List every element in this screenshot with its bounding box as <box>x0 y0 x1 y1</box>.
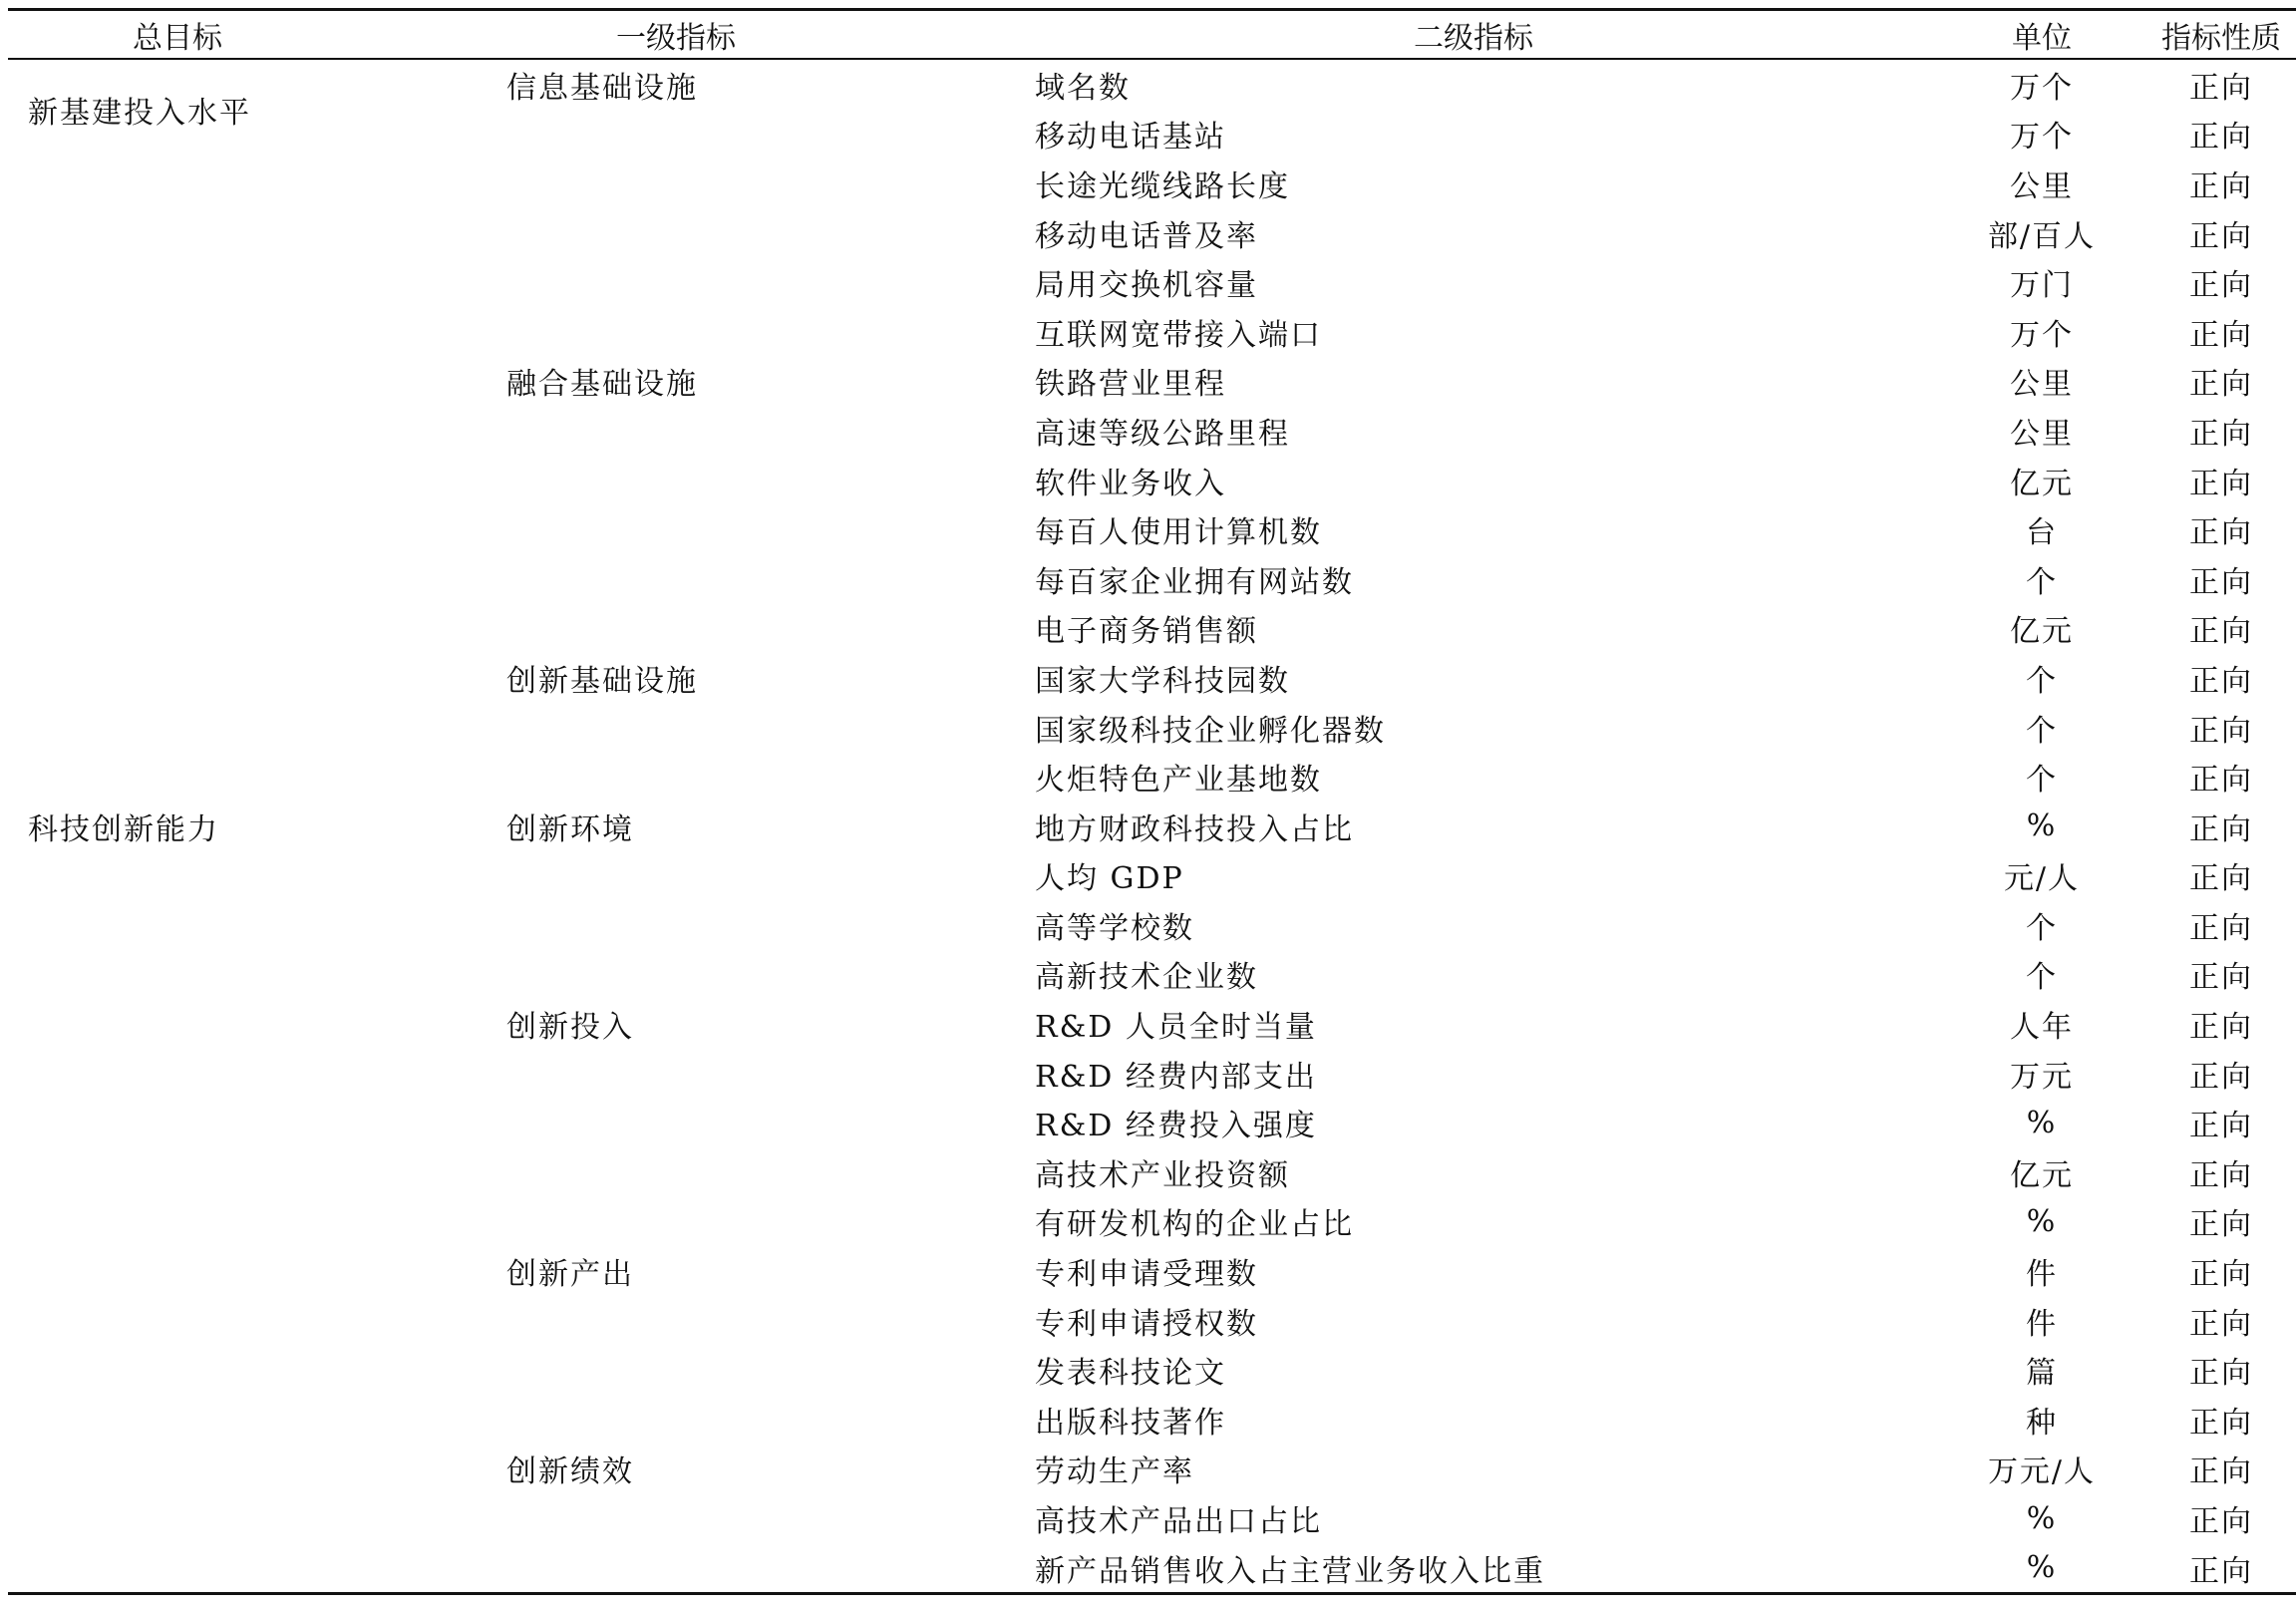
cell-unit: 个 <box>2026 564 2058 600</box>
cell-level2: 长途光缆线路长度 <box>1035 168 1290 204</box>
cell-level2: 移动电话普及率 <box>1035 218 1258 254</box>
cell-goal <box>8 456 477 505</box>
cell-goal <box>8 257 477 307</box>
cell-unit: 亿元 <box>2010 1157 2074 1193</box>
cell-nature: 正向 <box>2189 811 2253 847</box>
cell-level1 <box>477 604 1010 654</box>
cell-unit: % <box>2026 808 2058 844</box>
cell-level2: 国家大学科技园数 <box>1035 663 1290 699</box>
cell-unit: 万个 <box>2010 70 2074 106</box>
cell-level1 <box>477 1197 1010 1247</box>
cell-nature: 正向 <box>2189 1405 2253 1441</box>
table-row <box>8 357 2296 407</box>
table-row <box>8 1147 2296 1197</box>
table-row <box>8 802 2296 851</box>
cell-level2: 电子商务销售额 <box>1035 614 1258 650</box>
cell-level2: 地方财政科技投入占比 <box>1035 811 1354 847</box>
cell-goal <box>8 1445 477 1494</box>
cell-level1: 创新投入 <box>506 1010 634 1046</box>
table-row <box>8 1493 2296 1543</box>
cell-unit: 个 <box>2026 663 2058 699</box>
cell-level2: 每百家企业拥有网站数 <box>1035 564 1354 600</box>
cell-nature: 正向 <box>2189 317 2253 353</box>
cell-nature: 正向 <box>2189 1157 2253 1193</box>
table-row <box>8 59 2296 110</box>
cell-level1 <box>477 208 1010 258</box>
cell-nature: 正向 <box>2189 1257 2253 1293</box>
cell-nature: 正向 <box>2189 120 2253 156</box>
cell-goal <box>8 1543 477 1594</box>
cell-unit: 亿元 <box>2010 614 2074 650</box>
table-row <box>8 406 2296 456</box>
cell-nature: 正向 <box>2189 1356 2253 1392</box>
cell-goal <box>8 307 477 357</box>
cell-goal <box>8 851 477 901</box>
cell-level2: 域名数 <box>1035 70 1131 106</box>
table-row <box>8 159 2296 208</box>
indicator-table-container <box>8 8 2281 1595</box>
cell-goal <box>8 752 477 802</box>
cell-nature: 正向 <box>2189 713 2253 749</box>
cell-level2: 火炬特色产业基地数 <box>1035 763 1322 799</box>
cell-nature: 正向 <box>2189 268 2253 304</box>
cell-goal <box>8 1049 477 1099</box>
cell-unit: 种 <box>2026 1405 2058 1441</box>
cell-unit: 公里 <box>2010 416 2074 452</box>
header-goal: 总目标 <box>133 20 222 56</box>
table-row <box>8 1445 2296 1494</box>
cell-nature: 正向 <box>2189 763 2253 799</box>
cell-level2: 专利申请授权数 <box>1035 1306 1258 1342</box>
cell-unit: % <box>2026 1105 2058 1140</box>
cell-level2: 人均 GDP <box>1035 861 1184 897</box>
cell-unit: 篇 <box>2026 1356 2058 1392</box>
cell-level2: 软件业务收入 <box>1035 466 1226 501</box>
cell-level2: 出版科技著作 <box>1035 1405 1226 1441</box>
header-level1: 一级指标 <box>616 20 736 56</box>
cell-level1 <box>477 851 1010 901</box>
header-unit: 单位 <box>2012 20 2072 56</box>
table-row <box>8 554 2296 604</box>
cell-goal <box>8 653 477 703</box>
cell-nature: 正向 <box>2189 1010 2253 1046</box>
cell-level1 <box>477 1147 1010 1197</box>
cell-unit: 个 <box>2026 960 2058 996</box>
table-row <box>8 752 2296 802</box>
cell-level2: 有研发机构的企业占比 <box>1035 1207 1354 1243</box>
cell-level1: 创新绩效 <box>506 1454 634 1490</box>
table-row <box>8 900 2296 950</box>
cell-goal <box>8 504 477 554</box>
cell-level1: 信息基础设施 <box>506 70 698 106</box>
table-row <box>8 1296 2296 1346</box>
cell-level1 <box>477 1296 1010 1346</box>
cell-unit: 亿元 <box>2010 466 2074 501</box>
table-row <box>8 307 2296 357</box>
cell-goal <box>8 406 477 456</box>
cell-level1 <box>477 752 1010 802</box>
cell-level1 <box>477 1493 1010 1543</box>
cell-level1 <box>477 110 1010 160</box>
cell-level1: 融合基础设施 <box>506 367 698 403</box>
cell-goal <box>8 1395 477 1445</box>
table-row <box>8 1098 2296 1147</box>
cell-nature: 正向 <box>2189 910 2253 946</box>
cell-level1 <box>477 1345 1010 1395</box>
cell-unit: 元/人 <box>2003 861 2081 897</box>
cell-nature: 正向 <box>2189 1306 2253 1342</box>
cell-level1 <box>477 554 1010 604</box>
cell-goal <box>8 357 477 407</box>
cell-unit: 万门 <box>2010 268 2074 304</box>
table-row <box>8 950 2296 1000</box>
table-body <box>8 59 2296 1594</box>
cell-level1 <box>477 703 1010 753</box>
cell-level1 <box>477 456 1010 505</box>
cell-nature: 正向 <box>2189 1059 2253 1095</box>
cell-unit: 台 <box>2026 515 2058 551</box>
cell-level2: 高技术产品出口占比 <box>1035 1504 1322 1540</box>
cell-level2: 新产品销售收入占主营业务收入比重 <box>1035 1553 1545 1589</box>
cell-nature: 正向 <box>2189 218 2253 254</box>
cell-level2: 专利申请受理数 <box>1035 1257 1258 1293</box>
cell-level1: 创新产出 <box>506 1257 634 1293</box>
cell-goal <box>8 554 477 604</box>
cell-goal <box>8 950 477 1000</box>
cell-level2: 劳动生产率 <box>1035 1454 1194 1490</box>
cell-goal <box>8 999 477 1049</box>
cell-goal <box>8 1098 477 1147</box>
cell-goal-group: 新基建投入水平 <box>28 95 251 131</box>
table-row <box>8 999 2296 1049</box>
cell-unit: 人年 <box>2010 1010 2074 1046</box>
cell-level1 <box>477 1543 1010 1594</box>
cell-nature: 正向 <box>2189 1109 2253 1144</box>
cell-level1 <box>477 307 1010 357</box>
cell-unit: % <box>2026 1203 2058 1239</box>
table-row <box>8 703 2296 753</box>
cell-nature: 正向 <box>2189 564 2253 600</box>
cell-goal <box>8 703 477 753</box>
cell-level1 <box>477 1395 1010 1445</box>
table-row <box>8 1345 2296 1395</box>
table-row <box>8 1197 2296 1247</box>
cell-level2: R&D 经费内部支出 <box>1035 1059 1317 1095</box>
cell-goal <box>8 1197 477 1247</box>
cell-goal <box>8 159 477 208</box>
cell-goal <box>8 1493 477 1543</box>
cell-goal <box>8 900 477 950</box>
table-row <box>8 1543 2296 1594</box>
cell-level1 <box>477 1098 1010 1147</box>
table-row <box>8 257 2296 307</box>
cell-level1 <box>477 504 1010 554</box>
cell-nature: 正向 <box>2189 515 2253 551</box>
header-level2: 二级指标 <box>1414 20 1533 56</box>
table-row <box>8 653 2296 703</box>
cell-goal <box>8 1246 477 1296</box>
header-row <box>8 10 2296 60</box>
table-row <box>8 208 2296 258</box>
cell-level2: 国家级科技企业孵化器数 <box>1035 713 1386 749</box>
cell-nature: 正向 <box>2189 1454 2253 1490</box>
cell-level2: R&D 人员全时当量 <box>1035 1010 1317 1046</box>
cell-level2: 发表科技论文 <box>1035 1356 1226 1392</box>
cell-level1 <box>477 950 1010 1000</box>
table-row <box>8 1246 2296 1296</box>
cell-unit: 部/百人 <box>1987 218 2097 254</box>
cell-level2: 高等学校数 <box>1035 910 1194 946</box>
cell-nature: 正向 <box>2189 960 2253 996</box>
cell-goal <box>8 1345 477 1395</box>
cell-level2: 高速等级公路里程 <box>1035 416 1290 452</box>
table-row <box>8 604 2296 654</box>
table-row <box>8 1049 2296 1099</box>
cell-level1 <box>477 159 1010 208</box>
cell-goal: 科技创新能力 <box>28 811 219 847</box>
cell-unit: 万个 <box>2010 120 2074 156</box>
cell-level2: 每百人使用计算机数 <box>1035 515 1322 551</box>
cell-unit: 万元/人 <box>1987 1454 2097 1490</box>
cell-level1 <box>477 900 1010 950</box>
table-row <box>8 851 2296 901</box>
cell-level2: 局用交换机容量 <box>1035 268 1258 304</box>
cell-unit: % <box>2026 1550 2058 1586</box>
cell-nature: 正向 <box>2189 614 2253 650</box>
cell-nature: 正向 <box>2189 466 2253 501</box>
cell-level1: 创新环境 <box>506 811 634 847</box>
cell-unit: 公里 <box>2010 168 2074 204</box>
table-row <box>8 1395 2296 1445</box>
cell-unit: 件 <box>2026 1257 2058 1293</box>
cell-nature: 正向 <box>2189 367 2253 403</box>
cell-level1 <box>477 1049 1010 1099</box>
cell-unit: 件 <box>2026 1306 2058 1342</box>
cell-nature: 正向 <box>2189 663 2253 699</box>
cell-level2: 移动电话基站 <box>1035 120 1226 156</box>
cell-nature: 正向 <box>2189 70 2253 106</box>
cell-unit: 公里 <box>2010 367 2074 403</box>
cell-nature: 正向 <box>2189 1504 2253 1540</box>
cell-nature: 正向 <box>2189 1207 2253 1243</box>
cell-nature: 正向 <box>2189 1553 2253 1589</box>
cell-level2: 铁路营业里程 <box>1035 367 1226 403</box>
cell-level1 <box>477 257 1010 307</box>
cell-goal <box>8 208 477 258</box>
cell-level1: 创新基础设施 <box>506 663 698 699</box>
cell-level2: 高新技术企业数 <box>1035 960 1258 996</box>
cell-unit: 个 <box>2026 713 2058 749</box>
cell-level2: R&D 经费投入强度 <box>1035 1109 1317 1144</box>
cell-unit: 万个 <box>2010 317 2074 353</box>
table-header <box>8 10 2296 60</box>
cell-unit: 个 <box>2026 910 2058 946</box>
table-row <box>8 504 2296 554</box>
cell-unit: % <box>2026 1500 2058 1536</box>
cell-unit: 个 <box>2026 763 2058 799</box>
header-nature: 指标性质 <box>2161 20 2281 56</box>
cell-nature: 正向 <box>2189 861 2253 897</box>
cell-level2: 高技术产业投资额 <box>1035 1157 1290 1193</box>
cell-goal <box>8 604 477 654</box>
cell-level1 <box>477 406 1010 456</box>
cell-nature: 正向 <box>2189 416 2253 452</box>
cell-level2: 互联网宽带接入端口 <box>1035 317 1322 353</box>
cell-goal <box>8 1296 477 1346</box>
table-row <box>8 456 2296 505</box>
indicator-table <box>8 8 2296 1595</box>
cell-unit: 万元 <box>2010 1059 2074 1095</box>
cell-goal <box>8 1147 477 1197</box>
cell-nature: 正向 <box>2189 168 2253 204</box>
